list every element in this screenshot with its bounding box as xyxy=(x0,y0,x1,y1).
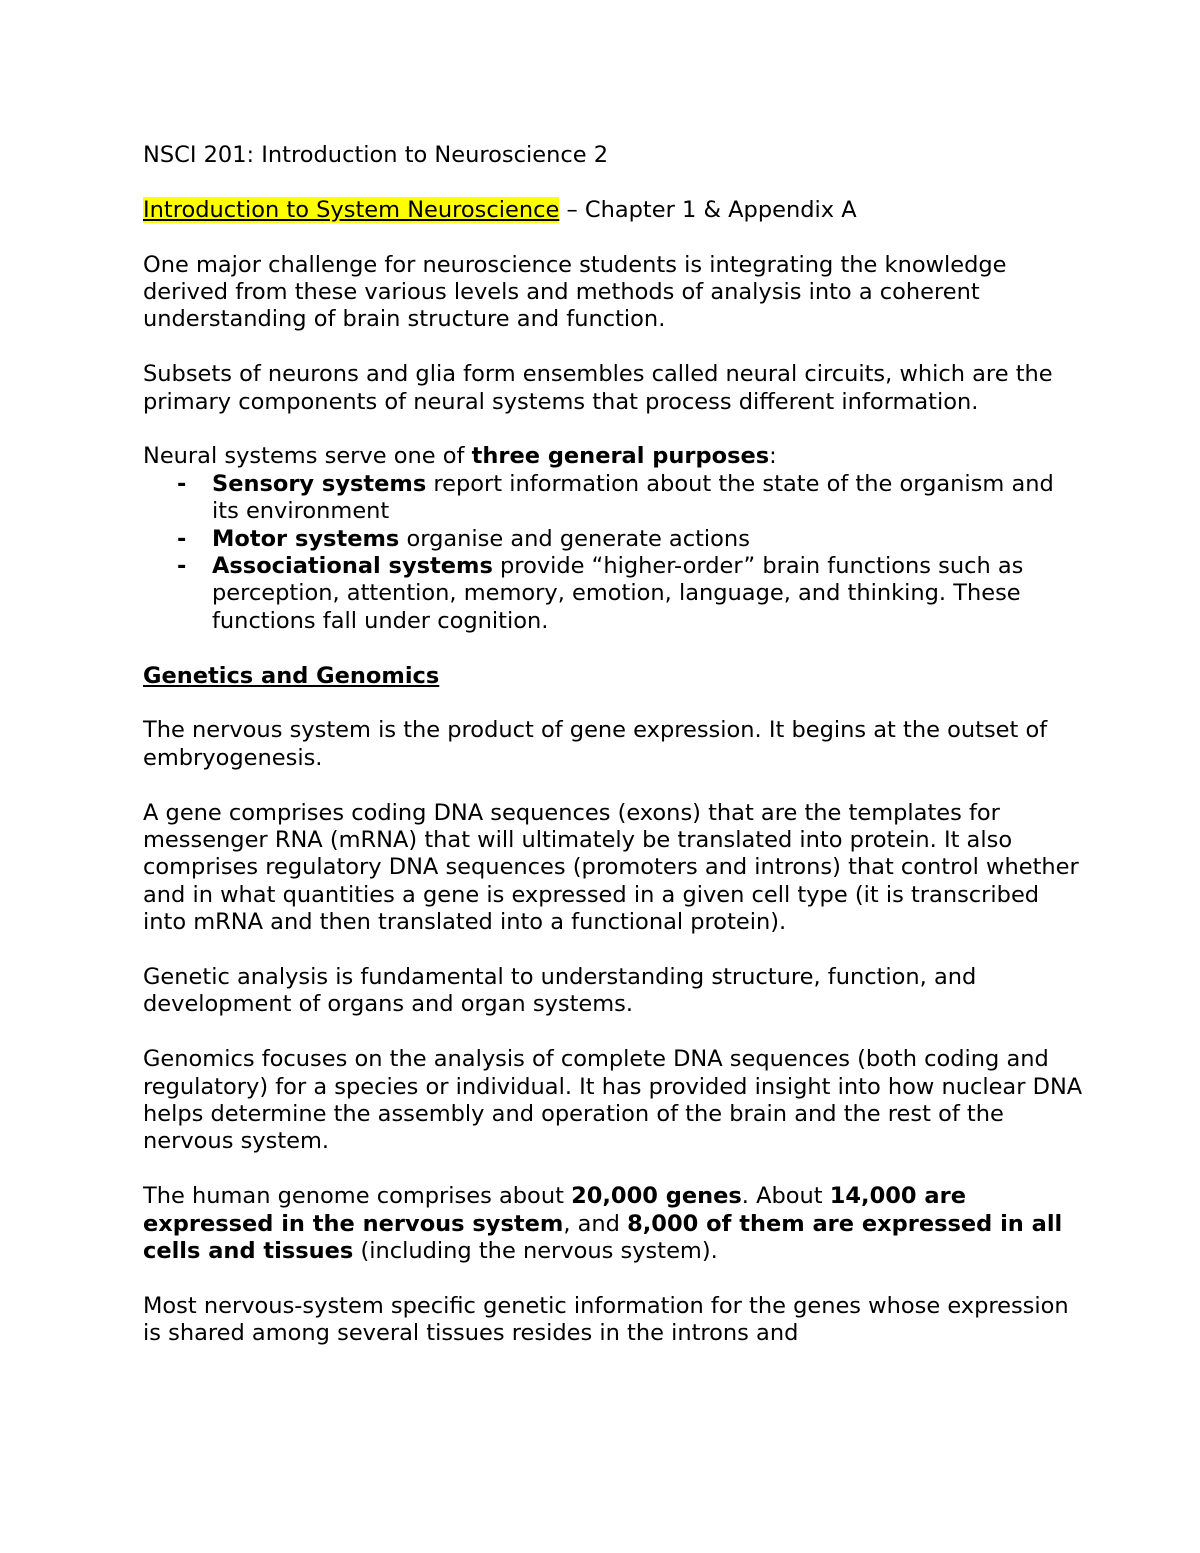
highlighted-section-title: Introduction to System Neuroscience xyxy=(143,196,560,223)
purposes-bold: three general purposes xyxy=(471,443,770,470)
paragraph-human-genome: The human genome comprises about 20,000 genes. About 14,000 are expressed in the nervous system, and 8,000 of them are expressed in all cells and tissues (including the nervous system). xyxy=(143,1183,1063,1265)
paragraph-neural-circuits: Subsets of neurons and glia form ensembles called neural circuits, which are the primary components of neural systems that process different information. xyxy=(143,361,1053,415)
paragraph-gene-definition: A gene comprises coding DNA sequences (exons) that are the templates for messenger RNA (mRNA) that will ultimately be translated into protein. It also comprises regulatory DNA sequences (promoters and introns) that control whether and in what quantities a gene is expressed in a given cell type (it is transcribed into mRNA and then translated into a functional protein). xyxy=(143,799,1079,936)
paragraph-introns: Most nervous-system specific genetic information for the genes whose expression is shared among several tissues resides in the introns and xyxy=(143,1292,1069,1347)
paragraph-integration: One major challenge for neuroscience students is integrating the knowledge derived from these various levels and methods of analysis into a coherent understanding of brain structure and function. xyxy=(143,251,1007,333)
section-title-rest: – Chapter 1 & Appendix A xyxy=(559,196,857,223)
paragraph-genomics: Genomics focuses on the analysis of complete DNA sequences (both coding and regulatory) for a species or individual. It has provided insight into how nuclear DNA helps determine the assembly and operation of the brain and the rest of the nervous system. xyxy=(143,1046,1083,1155)
paragraph-gene-expression: The nervous system is the product of gene expression. It begins at the outset of embryogenesis. xyxy=(143,717,1048,771)
paragraph-genetic-analysis: Genetic analysis is fundamental to understanding structure, function, and development of organs and organ systems. xyxy=(143,964,977,1018)
dash-bullet: - xyxy=(177,470,187,497)
dash-bullet: - xyxy=(177,553,187,580)
purposes-list xyxy=(143,471,1083,635)
list-item: - Motor systems organise and generate actions xyxy=(177,525,750,552)
heading-genetics: Genetics and Genomics xyxy=(143,662,440,689)
list-item: - Sensory systems report information about the state of the organism and its environment xyxy=(177,470,1054,525)
paragraph-purposes-intro: Neural systems serve one of three general purposes: xyxy=(143,443,777,470)
section-title xyxy=(143,197,1083,224)
list-item: - Associational systems provide “higher-order” brain functions such as perception, attention, memory, emotion, language, and thinking. These functions fall under cognition. xyxy=(177,553,1024,634)
document-body xyxy=(143,142,1083,1375)
dash-bullet: - xyxy=(177,525,187,552)
course-title: NSCI 201: Introduction to Neuroscience 2 xyxy=(143,142,609,168)
